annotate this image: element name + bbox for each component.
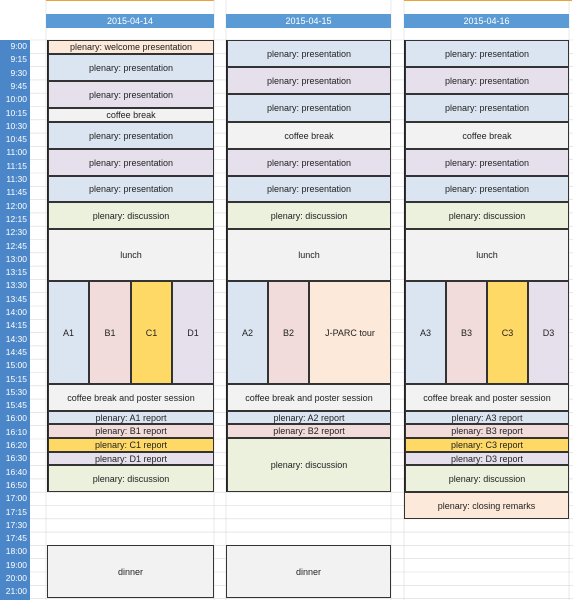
session-d1-parallel-d1[interactable]: D1 xyxy=(172,281,214,384)
session-d1-welcome[interactable]: plenary: welcome presentation xyxy=(48,40,214,54)
time-label: 16:20 xyxy=(5,440,27,450)
time-label: 15:30 xyxy=(5,386,27,397)
time-label: 9:30 xyxy=(10,67,27,78)
session-d1-a1-report[interactable]: plenary: A1 report xyxy=(48,411,214,424)
session-d3-parallel-c3[interactable]: C3 xyxy=(487,281,528,384)
time-label: 16:50 xyxy=(5,479,27,490)
session-d1-coffee-break[interactable]: coffee break xyxy=(48,108,214,122)
time-column xyxy=(0,40,30,610)
time-label: 14:15 xyxy=(5,320,27,331)
session-d1-coffee-poster[interactable]: coffee break and poster session xyxy=(48,384,214,411)
session-d3-c3-report[interactable]: plenary: C3 report xyxy=(405,438,569,452)
session-d2-b2-report[interactable]: plenary: B2 report xyxy=(227,424,391,438)
time-label: 17:15 xyxy=(5,506,27,517)
session-d1-discussion[interactable]: plenary: discussion xyxy=(48,202,214,229)
time-label: 11:00 xyxy=(6,147,27,158)
time-label: 13:30 xyxy=(5,280,27,291)
selection-line xyxy=(46,0,214,1)
session-d3-presentation[interactable]: plenary: presentation xyxy=(405,94,569,122)
time-label: 16:30 xyxy=(5,453,27,464)
time-label: 12:30 xyxy=(5,227,27,238)
session-d1-lunch[interactable]: lunch xyxy=(48,229,214,281)
time-label: 9:15 xyxy=(10,54,27,65)
time-label: 21:00 xyxy=(5,586,27,597)
session-d1-discussion[interactable]: plenary: discussion xyxy=(48,465,214,492)
session-d3-discussion[interactable]: plenary: discussion xyxy=(405,202,569,229)
session-d2-parallel-a2[interactable]: A2 xyxy=(227,281,268,384)
session-d1-presentation[interactable]: plenary: presentation xyxy=(48,81,214,108)
session-d2-coffee-poster[interactable]: coffee break and poster session xyxy=(227,384,391,411)
time-label: 11:45 xyxy=(6,187,27,198)
session-d1-parallel-a1[interactable]: A1 xyxy=(48,281,89,384)
time-label: 13:45 xyxy=(5,293,27,304)
time-label: 17:45 xyxy=(5,533,27,544)
day-header-3: 2015-04-16 xyxy=(404,14,569,28)
session-d2-lunch[interactable]: lunch xyxy=(227,229,391,281)
session-d1-dinner[interactable]: dinner xyxy=(47,545,214,598)
time-label: 13:00 xyxy=(5,253,27,264)
session-d2-parallel-b2[interactable]: B2 xyxy=(268,281,309,384)
session-d1-b1-report[interactable]: plenary: B1 report xyxy=(48,424,214,438)
time-label: 10:15 xyxy=(5,107,27,118)
session-d2-a2-report[interactable]: plenary: A2 report xyxy=(227,411,391,424)
session-d2-discussion[interactable]: plenary: discussion xyxy=(227,202,391,229)
time-label: 12:00 xyxy=(5,200,27,211)
time-label: 9:45 xyxy=(10,80,27,91)
time-label: 15:15 xyxy=(5,373,27,384)
session-d3-closing-remarks[interactable]: plenary: closing remarks xyxy=(404,492,569,519)
session-d3-parallel-d3[interactable]: D3 xyxy=(528,281,569,384)
time-label: 11:30 xyxy=(6,174,27,184)
time-label: 17:30 xyxy=(5,519,27,530)
session-d1-presentation[interactable]: plenary: presentation xyxy=(48,149,214,176)
time-label: 19:00 xyxy=(5,559,27,570)
time-label: 12:45 xyxy=(5,240,27,251)
session-d2-coffee-break[interactable]: coffee break xyxy=(227,122,391,149)
time-label: 15:45 xyxy=(5,400,27,411)
session-d3-presentation[interactable]: plenary: presentation xyxy=(405,67,569,94)
time-label: 16:10 xyxy=(5,426,27,437)
session-d1-d1-report[interactable]: plenary: D1 report xyxy=(48,452,214,465)
session-d2-dinner[interactable]: dinner xyxy=(226,545,391,598)
session-d3-coffee-poster[interactable]: coffee break and poster session xyxy=(405,384,569,411)
time-label: 16:40 xyxy=(5,466,27,477)
session-d3-discussion[interactable]: plenary: discussion xyxy=(405,465,569,492)
time-label: 13:15 xyxy=(5,267,27,278)
time-label: 14:00 xyxy=(5,307,27,317)
session-d3-d3-report[interactable]: plenary: D3 report xyxy=(405,452,569,465)
time-label: 16:00 xyxy=(5,413,27,424)
session-d3-presentation[interactable]: plenary: presentation xyxy=(405,149,569,176)
session-d3-b3-report[interactable]: plenary: B3 report xyxy=(405,424,569,438)
session-d3-a3-report[interactable]: plenary: A3 report xyxy=(405,411,569,424)
selection-line xyxy=(404,0,572,1)
session-d3-presentation[interactable]: plenary: presentation xyxy=(405,176,569,202)
session-d1-parallel-b1[interactable]: B1 xyxy=(89,281,131,384)
session-d2-presentation[interactable]: plenary: presentation xyxy=(227,67,391,94)
time-label: 12:15 xyxy=(5,213,27,224)
session-d2-presentation[interactable]: plenary: presentation xyxy=(227,40,391,67)
time-label: 20:00 xyxy=(5,573,27,583)
day-header-2: 2015-04-15 xyxy=(226,14,391,28)
time-label: 18:00 xyxy=(5,546,27,557)
session-d2-presentation[interactable]: plenary: presentation xyxy=(227,149,391,176)
time-label: 14:45 xyxy=(5,346,27,357)
session-d3-presentation[interactable]: plenary: presentation xyxy=(405,40,569,67)
session-d2-presentation[interactable]: plenary: presentation xyxy=(227,94,391,122)
day-header-1: 2015-04-14 xyxy=(46,14,214,28)
session-d1-presentation[interactable]: plenary: presentation xyxy=(48,122,214,149)
time-label: 17:00 xyxy=(5,493,27,504)
session-d2-jparc-tour[interactable]: J-PARC tour xyxy=(309,281,391,384)
session-d1-c1-report[interactable]: plenary: C1 report xyxy=(48,438,214,452)
time-label: 10:30 xyxy=(5,120,27,131)
time-label: 10:45 xyxy=(5,134,27,145)
time-label: 15:00 xyxy=(5,360,27,371)
session-d3-lunch[interactable]: lunch xyxy=(405,229,569,281)
session-d1-presentation[interactable]: plenary: presentation xyxy=(48,54,214,81)
time-label: 10:00 xyxy=(5,94,27,105)
time-label: 22:00 xyxy=(5,599,27,610)
time-label: 14:30 xyxy=(5,333,27,344)
session-d3-parallel-a3[interactable]: A3 xyxy=(405,281,446,384)
session-d3-parallel-b3[interactable]: B3 xyxy=(446,281,487,384)
session-d2-presentation[interactable]: plenary: presentation xyxy=(227,176,391,202)
time-label: 9:00 xyxy=(10,41,27,51)
session-d1-parallel-c1[interactable]: C1 xyxy=(131,281,172,384)
session-d2-discussion[interactable]: plenary: discussion xyxy=(227,438,391,492)
session-d1-presentation[interactable]: plenary: presentation xyxy=(48,176,214,202)
session-d3-coffee-break[interactable]: coffee break xyxy=(405,122,569,149)
time-label: 11:15 xyxy=(6,160,27,171)
